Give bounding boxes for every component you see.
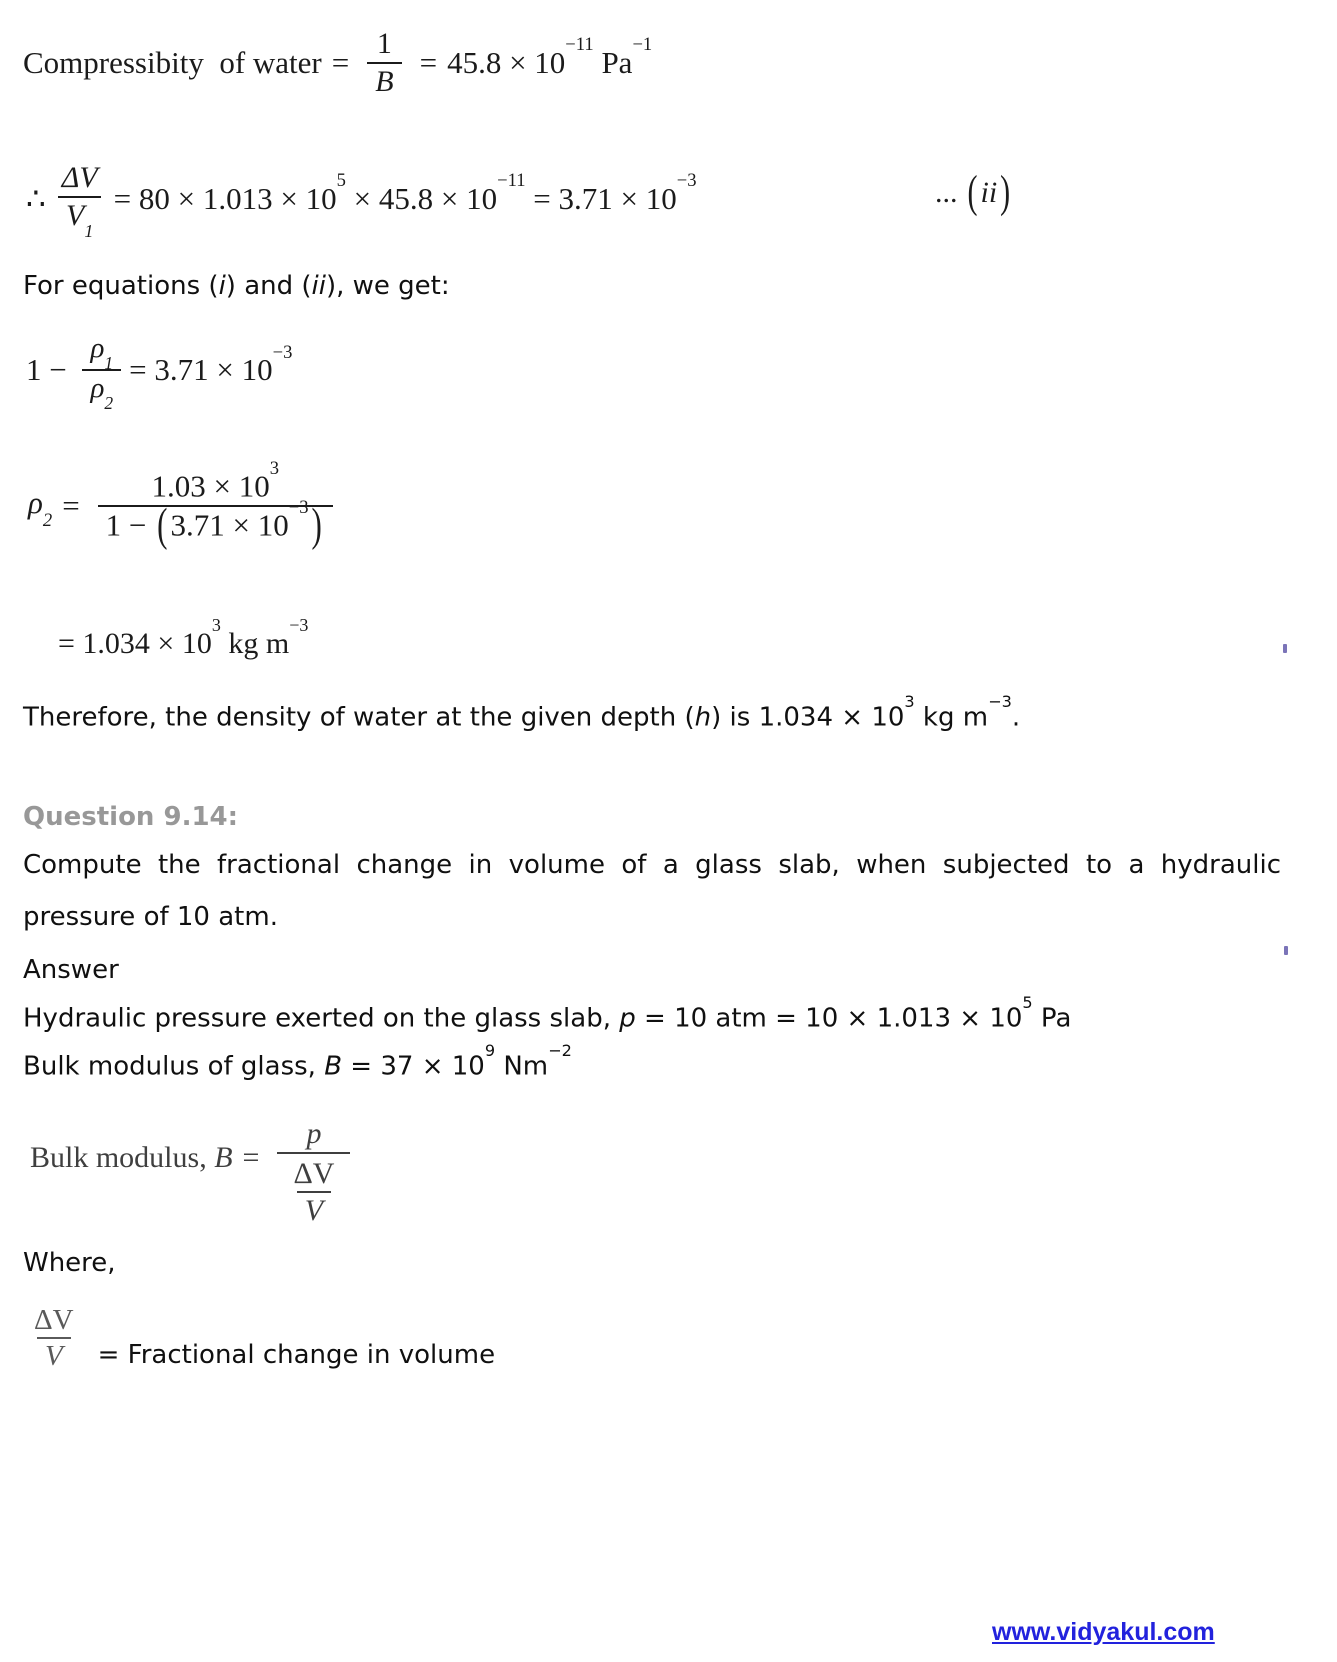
math-value: 45.8 × 10: [447, 44, 566, 80]
exponent: −1: [632, 34, 653, 56]
math-value: × 45.8 × 10: [345, 180, 498, 216]
stray-mark: [1283, 644, 1287, 653]
subscript: 1: [104, 353, 114, 374]
exponent: −2: [548, 1041, 572, 1061]
math-text: [447, 34, 653, 81]
text-where: [23, 1247, 116, 1280]
fraction-rho2: [98, 457, 333, 551]
text: = 37 × 10: [342, 1051, 485, 1082]
footer: [992, 1618, 1215, 1647]
question-heading: [23, 801, 238, 834]
math-label: Bulk modulus,: [30, 1141, 215, 1175]
math-var: ρ: [28, 485, 43, 521]
exponent: 5: [1022, 993, 1033, 1013]
math-text: [30, 1141, 269, 1175]
math-var: V: [66, 198, 85, 232]
equation-ref-ii: [935, 167, 1013, 217]
close-paren: ): [311, 498, 322, 551]
fraction-p-over-dVV: [277, 1116, 350, 1231]
exponent: 9: [484, 1041, 496, 1061]
text: Nm: [495, 1051, 549, 1082]
math-value: 1 −: [105, 507, 155, 543]
text: = 10 atm = 10 × 1.013 × 10: [635, 1003, 1023, 1034]
open-paren: (: [967, 167, 978, 217]
fraction-denominator: B: [367, 62, 401, 100]
fraction-denominator: V: [297, 1191, 331, 1229]
fraction-rho1-over-rho2: [82, 331, 121, 414]
exponent: 3: [211, 615, 221, 636]
therefore-symbol: ∴: [26, 180, 46, 216]
fraction-numerator: 1: [376, 27, 392, 60]
fraction-numerator: ΔV: [61, 161, 98, 194]
equation-bulk-modulus: [30, 1116, 358, 1231]
math-text: Compressibity of water: [23, 44, 322, 80]
ref-label: ii: [980, 176, 998, 209]
ref-ii: ii: [311, 271, 326, 301]
equation-density-ratio: [26, 331, 293, 414]
text: = Fractional change in volume: [97, 1340, 496, 1371]
footer-link[interactable]: www.vidyakul.com: [992, 1618, 1215, 1646]
text: Hydraulic pressure exerted on the glass slab,: [23, 1003, 620, 1034]
fraction-dV-over-V1: [54, 160, 106, 241]
text-bulk-modulus-value: [23, 1041, 572, 1083]
math-var-B: B: [324, 1051, 343, 1082]
exponent: −3: [676, 170, 697, 192]
text: Compute the fractional change in volume of a glass slab, when subjected to a hydraulic: [23, 850, 1281, 880]
text-therefore: [23, 692, 1021, 734]
math-value: = 3.71 × 10: [129, 352, 273, 388]
equals-sign: =: [419, 44, 438, 80]
text: pressure of 10 atm.: [23, 902, 278, 932]
stray-mark: [1284, 946, 1288, 955]
exponent: −3: [272, 341, 293, 363]
fraction-one-over-B: [367, 26, 401, 99]
math-value: = 1.034 × 10: [58, 627, 212, 660]
math-value: = 3.71 × 10: [525, 180, 677, 216]
text: Where,: [23, 1248, 116, 1278]
text: Pa: [1032, 1003, 1072, 1034]
text-for-equations: [23, 270, 450, 303]
fraction-denominator: [82, 369, 121, 414]
subscript: 2: [42, 510, 53, 532]
subscript: 1: [84, 220, 94, 241]
math-text: [129, 341, 293, 388]
exponent: −11: [497, 170, 526, 192]
math-unit: Pa: [593, 44, 633, 80]
text: Bulk modulus of glass,: [23, 1051, 325, 1082]
text: For equations (: [23, 271, 219, 301]
answer-label: [23, 954, 119, 987]
ellipsis: ...: [935, 176, 958, 209]
text: kg m: [914, 702, 989, 733]
text: .: [1011, 702, 1021, 733]
equals-sign: =: [242, 1141, 260, 1175]
equals-sign: =: [62, 487, 80, 523]
text-hydraulic-pressure: [23, 993, 1072, 1035]
fraction-denominator: [277, 1152, 350, 1231]
math-var-B: B: [214, 1141, 233, 1175]
fraction-dV-over-V: [285, 1156, 342, 1229]
text: ) is 1.034 × 10: [711, 702, 905, 733]
equation-rho2: [28, 457, 341, 551]
fraction-numerator: [82, 331, 121, 374]
text: ) and (: [225, 271, 312, 301]
text: ), we get:: [325, 271, 450, 301]
exponent: −11: [565, 34, 594, 56]
math-var-p: p: [619, 1003, 636, 1034]
exponent: 3: [904, 692, 915, 712]
text: Therefore, the density of water at the given depth (: [23, 702, 695, 733]
close-paren: ): [1000, 167, 1011, 217]
text: Answer: [23, 955, 119, 985]
ref-i: i: [218, 271, 226, 301]
question-body-line2: [23, 901, 278, 934]
exponent: −3: [288, 496, 309, 518]
fraction-denominator: [58, 196, 101, 241]
math-text: [113, 170, 697, 217]
question-number: Question 9.14:: [23, 802, 239, 832]
open-paren: (: [157, 498, 168, 551]
math-unit: kg m: [220, 627, 290, 660]
subscript: 2: [104, 393, 114, 414]
math-text: [58, 615, 309, 661]
fraction-denominator: [98, 496, 333, 551]
fraction-dV-over-V: [26, 1303, 82, 1374]
math-text: 1 −: [26, 352, 75, 388]
fraction-numerator: ΔV: [34, 1304, 74, 1336]
exponent: −3: [289, 615, 309, 636]
math-var-rho2: [28, 485, 53, 532]
equation-compressibility: [23, 26, 652, 99]
fraction-numerator: ΔV: [293, 1156, 335, 1190]
equals-sign: =: [331, 44, 350, 80]
math-value: = 80 × 1.013 × 10: [113, 180, 337, 216]
math-var: ρ: [90, 332, 105, 364]
math-var-h: h: [694, 702, 712, 733]
fraction-numerator: p: [306, 1117, 322, 1150]
equation-volume-strain: [26, 160, 697, 241]
math-var: ρ: [90, 372, 105, 405]
equation-fractional-change: [26, 1303, 495, 1374]
exponent: 3: [269, 457, 280, 479]
math-value: 3.71 × 10: [170, 507, 289, 543]
equation-density-result: [58, 615, 309, 661]
fraction-denominator: V: [37, 1337, 71, 1373]
question-body-line1: [23, 849, 1281, 882]
exponent: −3: [988, 692, 1012, 712]
exponent: 5: [336, 170, 346, 192]
math-value: 1.03 × 10: [151, 468, 270, 504]
